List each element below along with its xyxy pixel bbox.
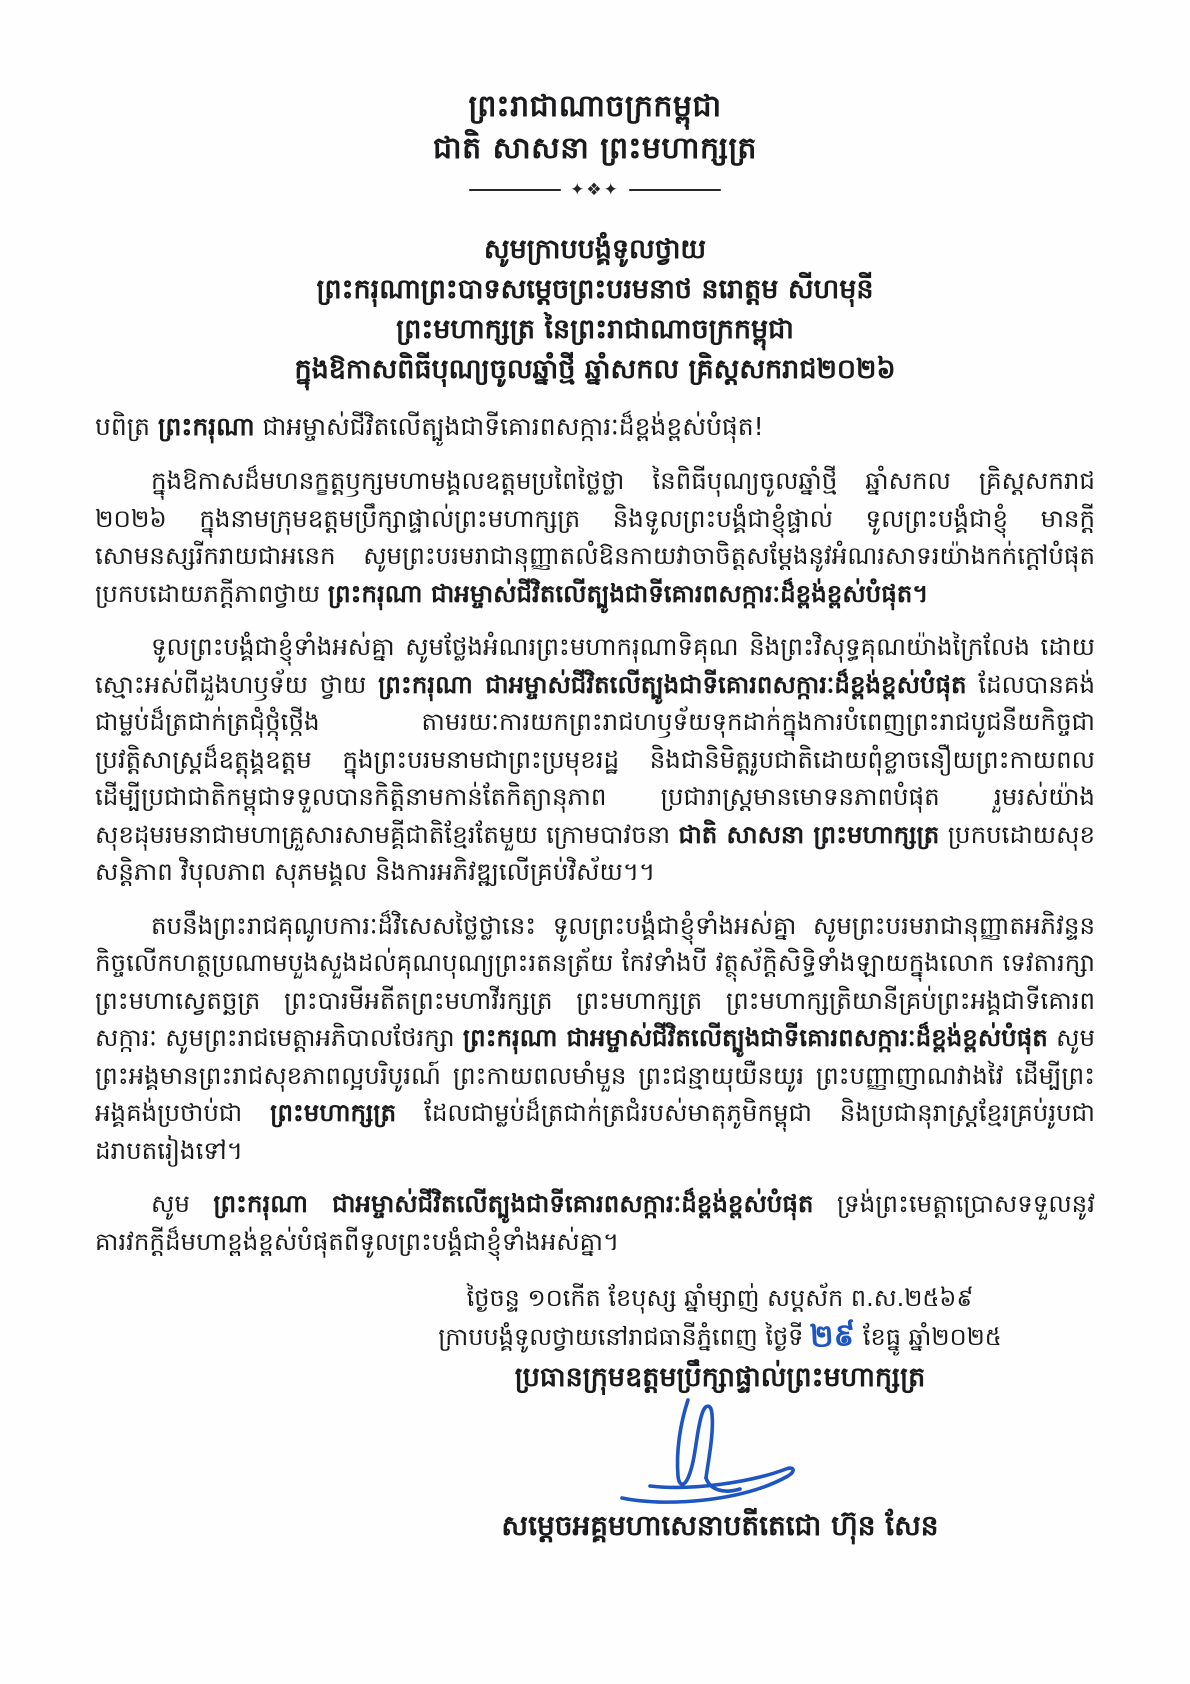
place-date-suffix: ខែធ្នូ ឆ្នាំ២០២៥	[862, 1323, 1002, 1351]
divider-ornament-icon: ✦❖✦	[570, 180, 620, 200]
place-date-prefix: ក្រាបបង្គំទូលថ្វាយនៅរាជធានីភ្នំពេញ ថ្ងៃទី	[438, 1323, 804, 1351]
national-motto: ជាតិ សាសនា ព្រះមហាក្សត្រ	[433, 131, 757, 166]
p3-bold-king: ព្រះមហាក្សត្រ	[270, 1098, 397, 1127]
closing-block	[315, 1280, 1125, 1546]
salutation-suffix: ជាអម្ចាស់ជីវិតលើត្បូងជាទីគោរពសក្ការៈដ៏ខ្ពង់ខ្ពស់បំផុត!	[254, 412, 764, 441]
p4-text-2: ទ្រង់ព្រះមេត្តាប្រោសទទួលនូវគារវកក្តីដ៏មហាខ្ពង់ខ្ពស់បំផុតពីទូលព្រះបង្គំជាខ្ញុំទាំងអស់គ្នា។	[95, 1189, 1096, 1256]
signature-ink	[592, 1390, 812, 1510]
divider-ornament	[95, 180, 1095, 200]
salutation-honorific: ព្រះករុណា	[158, 412, 255, 441]
p4-text-1: សូម	[151, 1189, 214, 1218]
divider-rule-right	[629, 189, 721, 191]
p1-bold-honorific: ព្រះករុណា ជាអម្ចាស់ជីវិតលើត្បូងជាទីគោរពសក្ការៈដ៏ខ្ពង់ខ្ពស់បំផុត។	[327, 578, 929, 608]
letter-title-block	[95, 230, 1095, 390]
paragraph-1	[95, 462, 1095, 612]
p3-text-3: ដែលជាម្លប់ដ៏ត្រជាក់ត្រជំរបស់មាតុភូមិកម្ពុជា និងប្រជានុរាស្ត្រខ្មែរគ្រប់រូបជាដរាបតរៀងទៅ។	[95, 1098, 1095, 1165]
signer-title: ប្រធានក្រុមឧត្តមប្រឹក្សាផ្ទាល់ព្រះមហាក្សត្រ	[514, 1362, 926, 1393]
kingdom-header	[95, 86, 1095, 200]
signer-name: សម្តេចអគ្គមហាសេនាបតីតេជោ ហ៊ុន សែន	[501, 1509, 939, 1542]
p3-text-2: សូមព្រះអង្គមានព្រះរាជសុខភាពល្អបរិបូរណ៍ ព្រះកាយពលមាំមួន ព្រះជន្មាយុយឺនយូរ ព្រះបញ្ញាញាណវាងវៃ ដើម្បីព្រះអង្គគង់ប្រថាប់ជា	[95, 1023, 1096, 1127]
title-line-1: សូមក្រាបបង្គំទូលថ្វាយ	[483, 234, 707, 265]
lunar-date-line: ថ្ងៃចន្ទ ១០កើត ខែបុស្ស ឆ្នាំម្សាញ់ សប្តស័ក ព.ស.២៥៦៩	[466, 1284, 974, 1312]
p2-text-2: ដែលបានគង់ជាម្លប់ដ៏ត្រជាក់ត្រជុំថ្កុំថ្កើង តាមរយៈការយកព្រះរាជហឫទ័យទុកដាក់ក្នុងការបំពេញព្រះរាជបូជនីយកិច្ចជាប្រវត្តិសាស្ត្រដ៏ឧត្តុង្គឧត្តម ក្នុងព្រះបរមនាមជាព្រះប្រមុខរដ្ឋ និងជានិមិត្តរូបជាតិដោយពុំខ្លាចនឿយព្រះកាយពល ដើម្បីប្រជាជាតិកម្ពុជាទទួលបានកិត្តិនាមកាន់តែកិត្យានុភាព ប្រជារាស្ត្រមានមោទនភាពបំផុត រួមរស់យ៉ាងសុខដុមរមនាជាមហាគ្រួសារសាមគ្គីជាតិខ្មែរតែមួយ ក្រោមបាវចនា	[95, 669, 1095, 849]
handwritten-day: ២៩	[809, 1316, 857, 1356]
paragraph-3	[95, 907, 1095, 1170]
title-line-2: ព្រះករុណាព្រះបាទសម្តេចព្រះបរមនាថ នរោត្តម សីហមុនី	[316, 274, 874, 305]
paragraph-4	[95, 1185, 1095, 1260]
title-line-4: ក្នុងឱកាសពិធីបុណ្យចូលឆ្នាំថ្មី ឆ្នាំសកល គ្រិស្តសករាជ២០២៦	[294, 354, 896, 385]
kingdom-title: ព្រះរាជាណាចក្រកម្ពុជា	[468, 89, 722, 124]
paragraph-2	[95, 628, 1095, 891]
title-line-3: ព្រះមហាក្សត្រ នៃព្រះរាជាណាចក្រកម្ពុជា	[396, 314, 794, 345]
p2-bold-honorific: ព្រះករុណា ជាអម្ចាស់ជីវិតលើត្បូងជាទីគោរពសក្ការៈដ៏ខ្ពង់ខ្ពស់បំផុត	[378, 669, 967, 699]
p3-bold-honorific: ព្រះករុណា ជាអម្ចាស់ជីវិតលើត្បូងជាទីគោរពសក្ការៈដ៏ខ្ពង់ខ្ពស់បំផុត	[462, 1023, 1048, 1052]
p3-text-1: តបនឹងព្រះរាជគុណូបការៈដ៏វិសេសថ្លៃថ្លានេះ ទូលព្រះបង្គំជាខ្ញុំទាំងអស់គ្នា សូមព្រះបរមរាជានុញ្ញាតអភិវន្ទនកិច្ចលើកហត្ថប្រណាមបួងសួងដល់គុណបុណ្យព្រះរតនត្រ័យ កែវទាំងបី វត្ថុស័ក្តិសិទ្ធិទាំងឡាយក្នុងលោក ទេវតារក្សាព្រះមហាស្វេតច្ឆត្រ ព្រះបារមីអតីតព្រះមហាវីរក្សត្រ ព្រះមហាក្សត្រ ព្រះមហាក្សត្រិយានីគ្រប់ព្រះអង្គជាទីគោរពសក្ការៈ សូមព្រះរាជមេត្តាអភិបាលថែរក្សា	[95, 910, 1095, 1052]
p2-text-3: ប្រកបដោយសុខសន្តិភាព វិបុលភាព សុភមង្គល និងការអភិវឌ្ឍលើគ្រប់វិស័យ។។	[95, 819, 1095, 886]
p2-text-1: ទូលព្រះបង្គំជាខ្ញុំទាំងអស់គ្នា សូមថ្លែងអំណរព្រះមហាករុណាទិគុណ និងព្រះវិសុទ្ធគុណយ៉ាងក្រៃលែង ដោយស្មោះអស់ពីដួងហឫទ័យ ថ្វាយ	[95, 632, 1095, 699]
divider-rule-left	[469, 189, 561, 191]
p4-bold-honorific: ព្រះករុណា ជាអម្ចាស់ជីវិតលើត្បូងជាទីគោរពសក្ការៈដ៏ខ្ពង់ខ្ពស់បំផុត	[213, 1189, 814, 1218]
place-date-line	[315, 1317, 1125, 1356]
signature-area	[315, 1390, 1125, 1508]
salutation-prefix: បពិត្រ	[95, 412, 159, 441]
p1-text: ក្នុងឱកាសដ៏មហនក្ខត្តឫក្សមហាមង្គលឧត្តមប្រពៃថ្លៃថ្លា នៃពិធីបុណ្យចូលឆ្នាំថ្មី ឆ្នាំសកល គ្រិស្តសករាជ ២០២៦ ក្នុងនាមក្រុមឧត្តមប្រឹក្សាផ្ទាល់ព្រះមហាក្សត្រ និងទូលព្រះបង្គំជាខ្ញុំផ្ទាល់ ទូលព្រះបង្គំជាខ្ញុំ មានក្តីសោមនស្សរីករាយជាអនេក សូមព្រះបរមរាជានុញ្ញាតលំឱនកាយវាចាចិត្តសម្តែងនូវអំណរសាទរយ៉ាងកក់ក្តៅបំផុត ប្រកបដោយភក្តីភាពថ្វាយ	[95, 466, 1095, 608]
p2-bold-motto: ជាតិ សាសនា ព្រះមហាក្សត្រ	[678, 819, 940, 849]
salutation	[95, 408, 1095, 446]
